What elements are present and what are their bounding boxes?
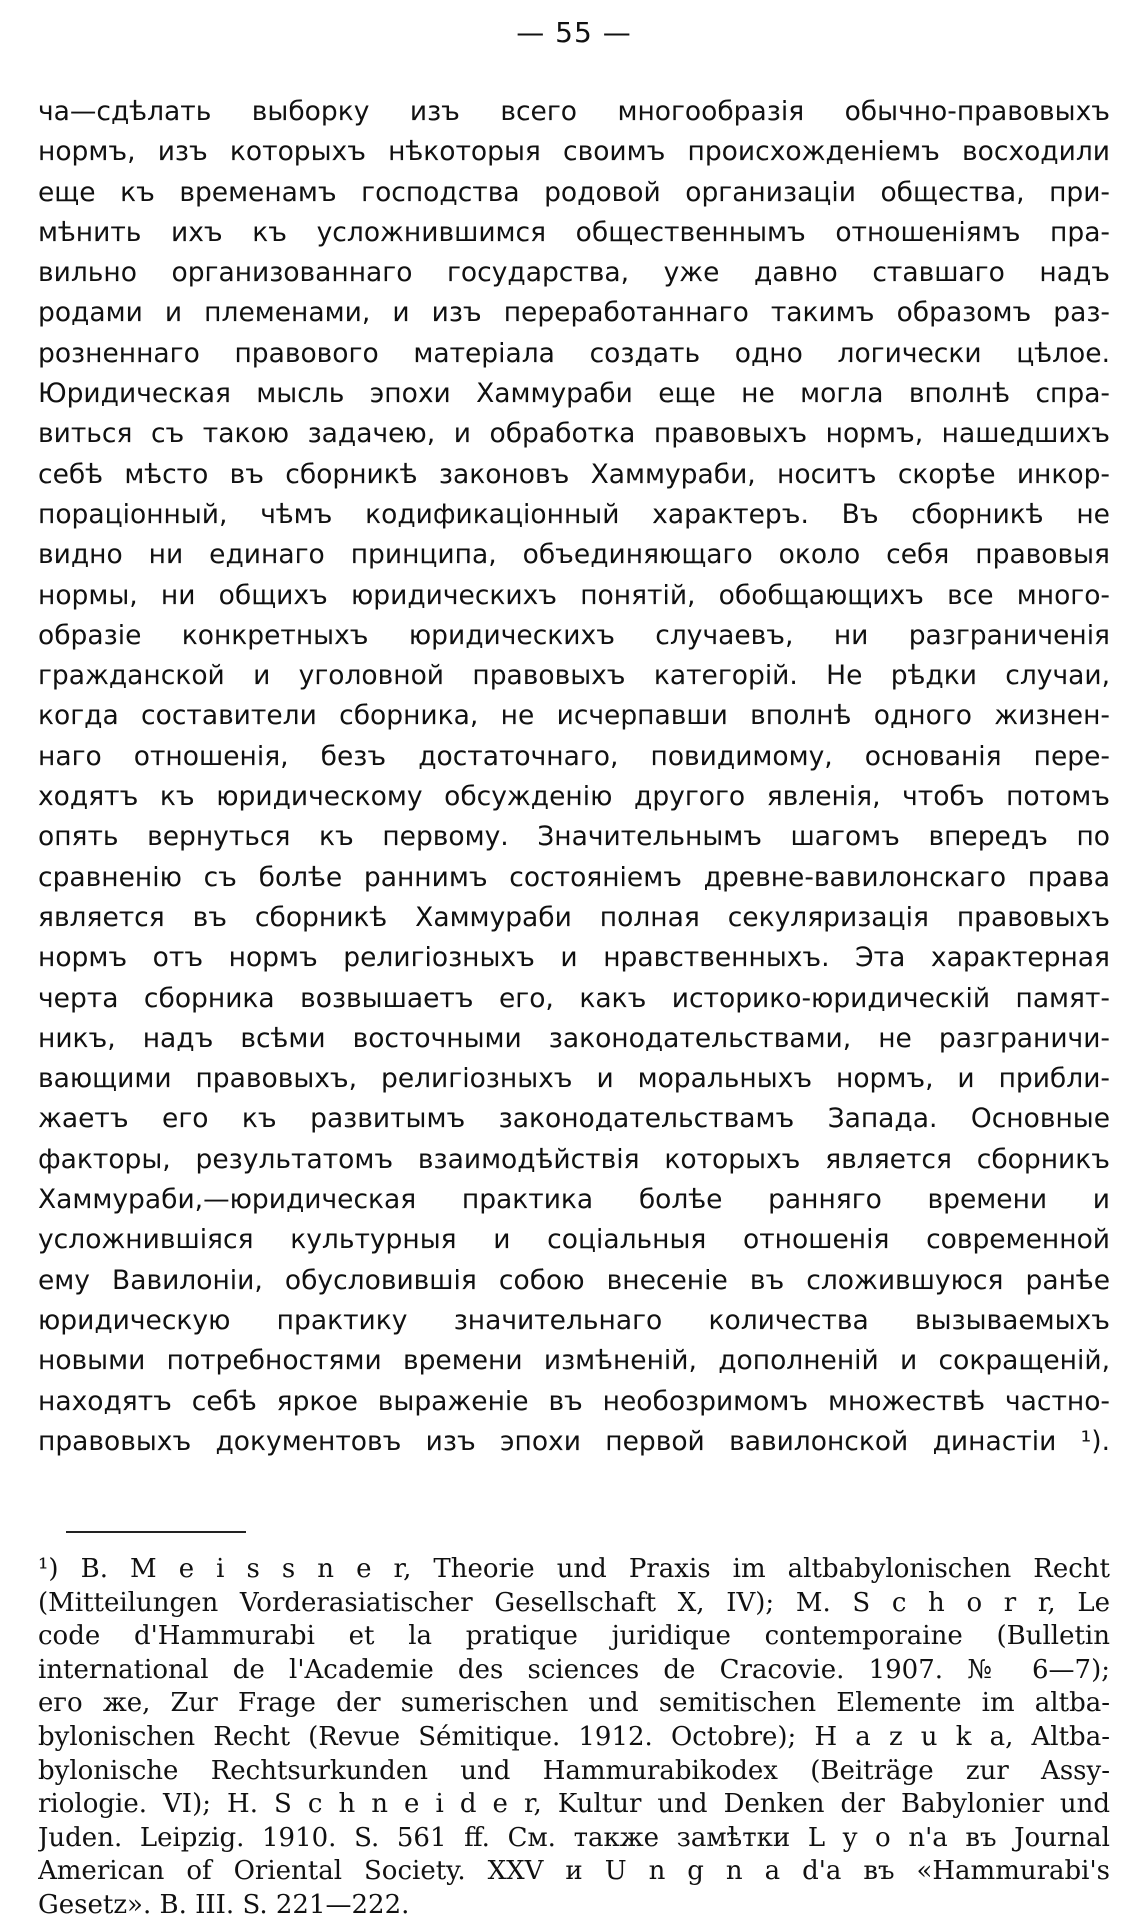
text-line: вающими правовыхъ, религіозныхъ и моральныхъ нормъ, и прибли- xyxy=(38,1063,1110,1095)
text-line: сравненію съ болѣе раннимъ состояніемъ древне-вавилонскаго права xyxy=(38,861,1110,893)
page-number: — 55 — xyxy=(516,16,632,49)
text-line: нормъ, изъ которыхъ нѣкоторыя своимъ происхожденіемъ восходили xyxy=(38,136,1110,168)
text-line: себѣ мѣсто въ сборникѣ законовъ Хаммураби, носитъ скорѣе инкор- xyxy=(38,458,1110,490)
footnote-separator xyxy=(66,1531,246,1533)
footnote-line: code d'Hammurabi et la pratique juridique contemporaine (Bulletin xyxy=(38,1621,1110,1652)
text-line: факторы, результатомъ взаимодѣйствія которыхъ является сборникъ xyxy=(38,1143,1110,1175)
footnote-line: riologie. VI); H. S c h n e i d e r, Kultur und Denken der Babylonier und xyxy=(38,1789,1110,1820)
footnote-line: Juden. Leipzig. 1910. S. 561 ff. См. также замѣтки L y o n'а въ Journal xyxy=(38,1822,1110,1853)
text-line: наго отношенія, безъ достаточнаго, повидимому, основанія пере- xyxy=(38,740,1110,772)
text-line: юридическую практику значительнаго количества вызываемыхъ xyxy=(38,1304,1110,1336)
text-line: пораціонный, чѣмъ кодификаціонный характеръ. Въ сборникѣ не xyxy=(38,498,1110,530)
text-line: новыми потребностями времени измѣненій, дополненій и сокращеній, xyxy=(38,1345,1110,1377)
text-line: мѣнить ихъ къ усложнившимся общественнымъ отношеніямъ пра- xyxy=(38,216,1110,248)
text-line: никъ, надъ всѣми восточными законодательствами, не разграничи- xyxy=(38,1022,1110,1054)
footnote-line: его же, Zur Frage der sumerischen und semitischen Elemente im altba- xyxy=(38,1688,1110,1719)
text-line: находятъ себѣ яркое выраженіе въ необозримомъ множествѣ частно- xyxy=(38,1385,1110,1417)
text-line: ему Вавилоніи, обусловившія собою внесеніе въ сложившуюся ранѣе xyxy=(38,1264,1110,1296)
text-line: нормъ отъ нормъ религіозныхъ и нравственныхъ. Эта характерная xyxy=(38,942,1110,974)
text-line: черта сборника возвышаетъ его, какъ историко-юридическій памят- xyxy=(38,982,1110,1014)
footnote-line: (Mitteilungen Vorderasiatischer Gesellschaft X, IV); M. S c h o r r, Le xyxy=(38,1587,1110,1618)
text-line: виться съ такою задачею, и обработка правовыхъ нормъ, нашедшихъ xyxy=(38,418,1110,450)
text-line: ча—сдѣлать выборку изъ всего многообразія обычно-правовыхъ xyxy=(38,96,1110,127)
footnote-line: Gesetz». B. III. S. 221—222. xyxy=(38,1889,410,1920)
book-page xyxy=(38,0,1110,1922)
text-line: вильно организованнаго государства, уже давно ставшаго надъ xyxy=(38,257,1110,289)
text-line: родами и племенами, и изъ переработаннаго такимъ образомъ раз- xyxy=(38,297,1110,329)
main-text xyxy=(38,92,1110,1462)
footnote-line: bylonischen Recht (Revue Sémitique. 1912. Octobre); H a z u k a, Altba- xyxy=(38,1721,1110,1752)
text-line: еще къ временамъ господства родовой организаціи общества, при- xyxy=(38,176,1110,208)
text-line: является въ сборникѣ Хаммураби полная секуляризація правовыхъ xyxy=(38,901,1110,933)
text-line: образіе конкретныхъ юридическихъ случаевъ, ни разграниченія xyxy=(38,619,1110,651)
footnote-line: American of Oriental Society. XXV и U n g n a d'а въ «Hammurabi's xyxy=(38,1856,1110,1887)
footnote-line: bylonische Rechtsurkunden und Hammurabikodex (Beiträge zur Assy- xyxy=(38,1755,1110,1786)
text-line: Юридическая мысль эпохи Хаммураби еще не могла вполнѣ спра- xyxy=(38,378,1110,410)
text-line: жаетъ его къ развитымъ законодательствамъ Запада. Основные xyxy=(38,1103,1110,1135)
text-line: розненнаго правового матеріала создать одно логически цѣлое. xyxy=(38,337,1110,369)
text-line: видно ни единаго принципа, объединяющаго около себя правовыя xyxy=(38,539,1110,571)
text-line: Хаммураби,—юридическая практика болѣе ранняго времени и xyxy=(38,1184,1110,1216)
footnote-line: ¹) B. M e i s s n e r, Theorie und Praxis im altbabylonischen Recht xyxy=(38,1554,1110,1584)
text-line: усложнившіяся культурныя и соціальныя отношенія современной xyxy=(38,1224,1110,1256)
text-line: гражданской и уголовной правовыхъ категорій. Не рѣдки случаи, xyxy=(38,660,1110,692)
text-line: опять вернуться къ первому. Значительнымъ шагомъ впередъ по xyxy=(38,821,1110,853)
text-line: нормы, ни общихъ юридическихъ понятій, обобщающихъ все много- xyxy=(38,579,1110,611)
footnote-line: international de l'Academie des sciences de Cracovie. 1907. № 6—7); xyxy=(38,1654,1110,1685)
footnote xyxy=(38,1553,1110,1923)
text-line: ходятъ къ юридическому обсужденію другого явленія, чтобъ потомъ xyxy=(38,781,1110,813)
text-line: правовыхъ документовъ изъ эпохи первой вавилонской династіи ¹). xyxy=(38,1425,1110,1457)
text-line: когда составители сборника, не исчерпавши вполнѣ одного жизнен- xyxy=(38,700,1110,732)
